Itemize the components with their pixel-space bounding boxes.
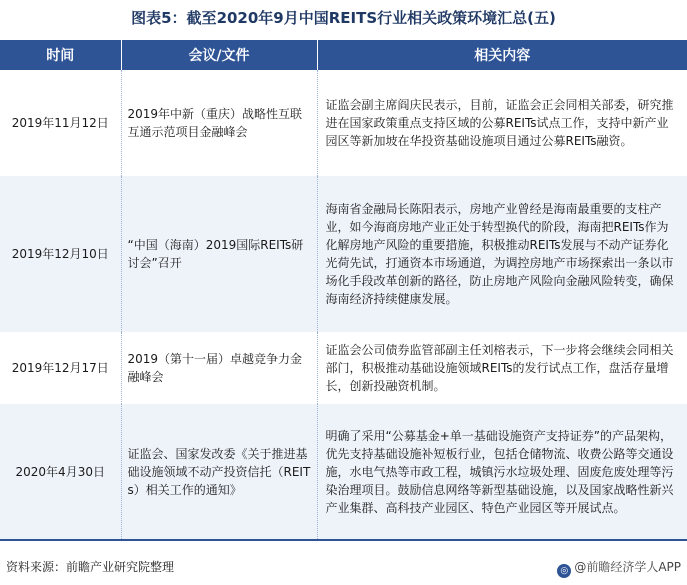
header-content: 相关内容 (317, 40, 687, 70)
table-row (0, 70, 687, 176)
row-content: 明确了采用“公募基金+单一基础设施资产支持证券”的产品架构，优先支持基础设施补短板行业，包括仓储物流、收费公路等交通设施，水电气热等市政工程，城镇污水垃圾处理、固废危废处理等污染治理项目。鼓励信息网络等新型基础设施，以及国家战略性新兴产业集群、高科技产业园区、特色产业园区等开展试点。 (317, 404, 687, 540)
row-meeting: 2019（第十一届）卓越竞争力金融峰会 (121, 332, 317, 404)
row-date: 2019年12月10日 (0, 176, 121, 332)
row-date: 2019年11月12日 (0, 70, 121, 176)
policy-table (0, 40, 687, 541)
footer (6, 555, 681, 579)
row-meeting: 证监会、国家发改委《关于推进基础设施领域不动产投资信托（REITs）相关工作的通知》 (121, 404, 317, 540)
chart-title: 图表5：截至2020年9月中国REITS行业相关政策环境汇总(五) (131, 9, 556, 27)
source-note: 资料来源：前瞻产业研究院整理 (6, 560, 175, 574)
brand-credit (557, 555, 681, 579)
brand-logo-icon: ◎ (557, 564, 571, 578)
header-meeting: 会议/文件 (121, 40, 317, 70)
row-content: 证监会副主席阎庆民表示，目前，证监会正会同相关部委，研究推进在国家政策重点支持区域的公募REITs试点工作，支持中新产业园区等新加坡在华投资基础设施项目通过公募REITs融资。 (317, 70, 687, 176)
row-content: 证监会公司债券监管部副主任刘榕表示，下一步将会继续会同相关部门，积极推动基础设施领域REITs的发行试点工作，盘活存量增长，创新投融资机制。 (317, 332, 687, 404)
row-content: 海南省金融局长陈阳表示，房地产业曾经是海南最重要的支柱产业，如今海商房地产业正处于转型换代的阶段，海南把REITs作为化解房地产风险的重要措施，积极推动REITs发展与不动产证券化光荷先试，打通资本市场通道，为调控房地产市场探索出一条以市场化手段改革创新的路径，防止房地产风险向金融风险转变，确保海南经济持续健康发展。 (317, 176, 687, 332)
row-meeting: “中国（海南）2019国际REITs研讨会”召开 (121, 176, 317, 332)
table-row (0, 176, 687, 332)
table-row (0, 404, 687, 540)
row-date: 2020年4月30日 (0, 404, 121, 540)
row-meeting: 2019年中新（重庆）战略性互联互通示范项目金融峰会 (121, 70, 317, 176)
brand-label: @前瞻经济学人APP (574, 560, 681, 574)
table-row (0, 332, 687, 404)
table-header-row (0, 40, 687, 70)
row-date: 2019年12月17日 (0, 332, 121, 404)
header-time: 时间 (0, 40, 121, 70)
